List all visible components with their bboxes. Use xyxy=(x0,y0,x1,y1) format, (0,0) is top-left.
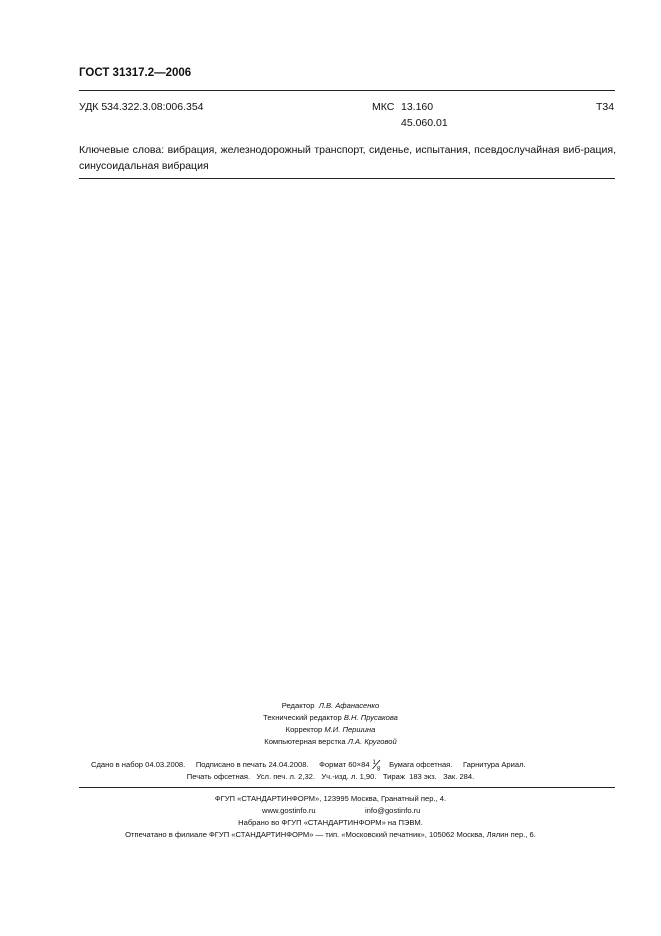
fraction-numerator: 1 xyxy=(372,760,376,766)
signed-date: Подписано в печать 24.04.2008. xyxy=(195,760,309,769)
paper-type: Бумага офсетная. xyxy=(389,760,453,769)
typeface: Гарнитура Ариал. xyxy=(462,760,526,769)
keywords-label: Ключевые слова: xyxy=(79,144,165,156)
layout-line xyxy=(0,737,661,746)
fraction-denominator: 8 xyxy=(376,766,381,771)
publisher-line: ФГУП «СТАНДАРТИНФОРМ», 123995 Москва, Гранатный пер., 4. xyxy=(214,794,447,803)
editor-name: Л.В. Афанасенко xyxy=(318,701,380,710)
tech-editor-line xyxy=(0,713,661,722)
print-details-line-2: Печать офсетная. Усл. печ. л. 2,32. Уч.-изд. л. 1,90. Тираж 183 экз. Зак. 284. xyxy=(186,772,475,781)
layout-name: Л.А. Круговой xyxy=(347,737,397,746)
proofreader-line xyxy=(0,725,661,734)
header-rule xyxy=(79,90,615,91)
printed-line: Отпечатано в филиале ФГУП «СТАНДАРТИНФОРМ» — тип. «Московский печатник», 105062 Москва, Лялин пер., 6. xyxy=(125,830,536,839)
format: Формат 60×84 xyxy=(319,760,370,769)
format-fraction xyxy=(372,758,381,770)
keywords-text: вибрация, железнодорожный транспорт, сиденье, испытания, псевдослучайная виб-рация, синусоидальная вибрация xyxy=(79,144,616,172)
tech-editor-label: Технический редактор xyxy=(263,713,342,722)
proofreader-name: М.И. Першина xyxy=(324,725,376,734)
keywords-rule xyxy=(79,178,615,179)
colophon-rule xyxy=(79,787,615,788)
layout-label: Компьютерная верстка xyxy=(264,737,346,746)
proofreader-label: Корректор xyxy=(285,725,323,734)
mks-label: МКС xyxy=(372,101,395,113)
typeset-date: Сдано в набор 04.03.2008. xyxy=(91,760,186,769)
mks-code-2: 45.060.01 xyxy=(401,117,448,129)
print-details-line-1 xyxy=(91,758,526,770)
editor-line xyxy=(0,701,661,710)
typeset-line: Набрано во ФГУП «СТАНДАРТИНФОРМ» на ПЭВМ. xyxy=(238,818,423,827)
tech-editor-name: В.Н. Прусакова xyxy=(343,713,398,722)
mks-code-1: 13.160 xyxy=(401,101,434,113)
group-code: Т34 xyxy=(596,101,615,113)
editor-label: Редактор xyxy=(281,701,315,710)
website-text: www.gostinfo.ru xyxy=(262,806,316,815)
keywords-paragraph xyxy=(79,142,616,174)
udk-code: УДК 534.322.3.08:006.354 xyxy=(79,101,204,113)
standard-number: ГОСТ 31317.2—2006 xyxy=(79,67,192,79)
email-text: info@gostinfo.ru xyxy=(365,806,421,815)
